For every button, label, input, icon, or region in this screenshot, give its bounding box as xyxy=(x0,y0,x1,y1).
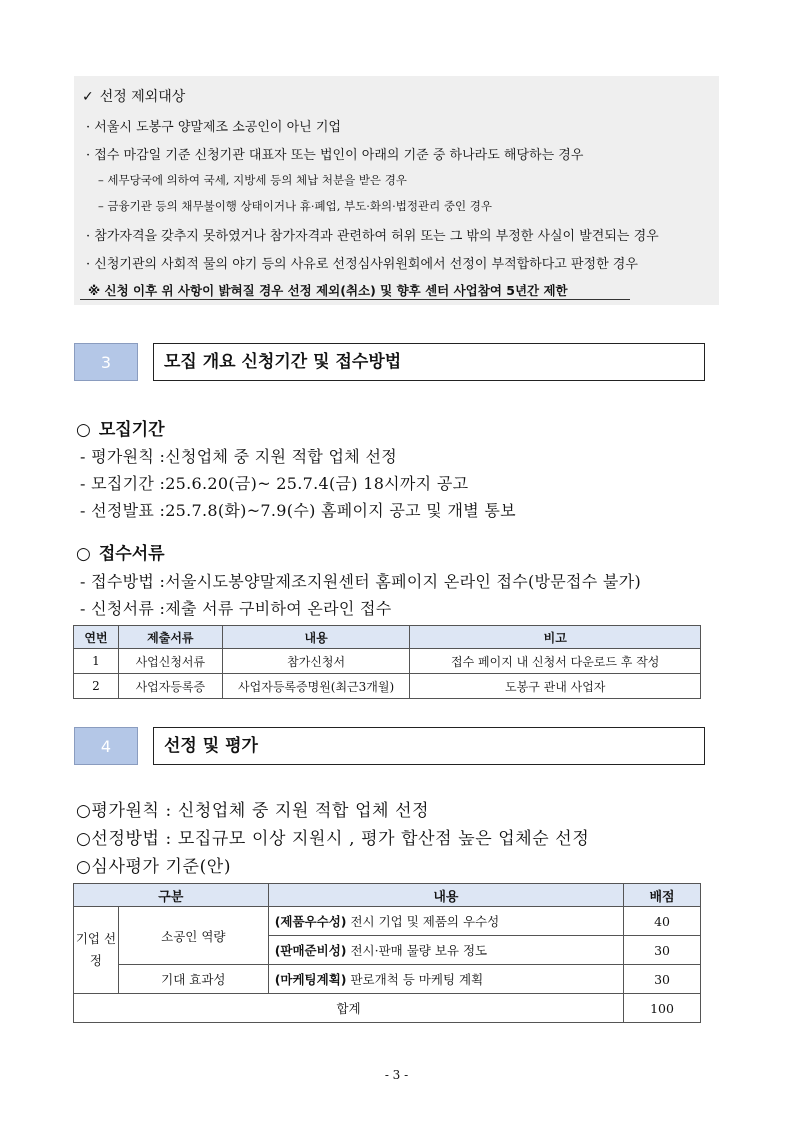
score-cell: 30 xyxy=(624,936,701,965)
period-line: - 모집기간 :25.6.20(금)~ 25.7.4(금) 18시까지 공고 xyxy=(80,474,469,493)
section-3-number: 3 xyxy=(74,343,138,381)
documents-table xyxy=(73,625,701,699)
exclusion-item: · 접수 마감일 기준 신청기관 대표자 또는 법인이 아래의 기준 중 하나라도 해당하는 경우 xyxy=(86,148,584,163)
table-header: 내용 xyxy=(268,884,623,907)
criterion-label: (제품우수성) xyxy=(274,914,347,929)
table-cell: 사업신청서류 xyxy=(118,649,222,674)
total-label: 합계 xyxy=(74,994,624,1023)
evaluation-table xyxy=(73,883,701,1023)
table-row xyxy=(74,649,701,674)
criterion-desc: 전시·판매 물량 보유 정도 xyxy=(350,943,488,958)
period-line: - 평가원칙 :신청업체 중 지원 적합 업체 선정 xyxy=(80,447,397,466)
criterion-desc: 전시 기업 및 제품의 우수성 xyxy=(350,914,500,929)
section-4-line: ○선정방법 : 모집규모 이상 지원시 , 평가 합산점 높은 업체순 선정 xyxy=(76,829,590,849)
table-row xyxy=(74,907,701,936)
category-cell: 소공인 역량 xyxy=(118,907,268,965)
score-cell: 30 xyxy=(624,965,701,994)
table-cell: 2 xyxy=(74,674,119,699)
content-cell xyxy=(268,936,623,965)
docs-line: - 접수방법 :서울시도봉양말제조지원센터 홈페이지 온라인 접수(방문접수 불가) xyxy=(80,572,641,591)
table-row xyxy=(74,965,701,994)
table-header: 구분 xyxy=(74,884,269,907)
table-cell: 접수 페이지 내 신청서 다운로드 후 작성 xyxy=(410,649,701,674)
exclusion-subitem: – 금융기관 등의 채무불이행 상태이거나 휴·폐업, 부도·화의·법정관리 중인 경우 xyxy=(98,199,492,213)
section-4-number: 4 xyxy=(74,727,138,765)
score-cell: 40 xyxy=(624,907,701,936)
period-heading: ○ 모집기간 xyxy=(76,420,165,440)
table-cell: 사업자등록증 xyxy=(118,674,222,699)
docs-heading-text: 접수서류 xyxy=(98,544,165,564)
table-header: 연번 xyxy=(74,626,119,649)
table-cell: 사업자등록증명원(최근3개월) xyxy=(222,674,410,699)
criterion-label: (마케팅계획) xyxy=(274,972,347,987)
warning-underline xyxy=(80,299,630,300)
table-cell: 참가신청서 xyxy=(222,649,410,674)
total-score: 100 xyxy=(624,994,701,1023)
docs-heading: ○ 접수서류 xyxy=(76,544,165,564)
section-4-line: ○평가원칙 : 신청업체 중 지원 적합 업체 선정 xyxy=(76,801,430,821)
section-4-line: ○심사평가 기준(안) xyxy=(76,857,232,877)
category-cell: 기대 효과성 xyxy=(118,965,268,994)
page-number: - 3 - xyxy=(384,1068,409,1082)
period-line: - 선정발표 :25.7.8(화)~7.9(수) 홈페이지 공고 및 개별 통보 xyxy=(80,501,516,520)
table-cell: 1 xyxy=(74,649,119,674)
content-cell xyxy=(268,965,623,994)
exclusion-item: · 서울시 도봉구 양말제조 소공인이 아닌 기업 xyxy=(86,120,341,135)
period-heading-text: 모집기간 xyxy=(98,420,165,440)
table-header: 비고 xyxy=(410,626,701,649)
checkmark-icon: ✓ xyxy=(82,89,94,105)
criterion-label: (판매준비성) xyxy=(274,943,347,958)
section-4-title: 선정 및 평가 xyxy=(153,727,705,765)
section-3-title: 모집 개요 신청기간 및 접수방법 xyxy=(153,343,705,381)
exclusion-item: · 신청기관의 사회적 물의 야기 등의 사유로 선정심사위원회에서 선정이 부적합하다고 판정한 경우 xyxy=(86,257,638,272)
exclusion-subitem: – 세무당국에 의하여 국세, 지방세 등의 체납 처분을 받은 경우 xyxy=(98,173,407,187)
table-header: 내용 xyxy=(222,626,410,649)
exclusion-warning: ※ 신청 이후 위 사항이 밝혀질 경우 선정 제외(취소) 및 향후 센터 사업참여 5년간 제한 xyxy=(88,283,568,298)
content-cell xyxy=(268,907,623,936)
table-header: 제출서류 xyxy=(118,626,222,649)
docs-line: - 신청서류 :제출 서류 구비하여 온라인 접수 xyxy=(80,599,392,618)
criterion-desc: 판로개척 등 마케팅 계획 xyxy=(350,972,484,987)
exclusion-item: · 참가자격을 갖추지 못하였거나 참가자격과 관련하여 허위 또는 그 밖의 부정한 사실이 발견되는 경우 xyxy=(86,229,659,244)
table-row xyxy=(74,674,701,699)
exclusion-title-text: 선정 제외대상 xyxy=(99,89,186,105)
table-header: 배점 xyxy=(624,884,701,907)
exclusion-title xyxy=(82,86,185,106)
group-cell: 기업 선정 xyxy=(74,907,119,994)
table-cell: 도봉구 관내 사업자 xyxy=(410,674,701,699)
table-row-total xyxy=(74,994,701,1023)
